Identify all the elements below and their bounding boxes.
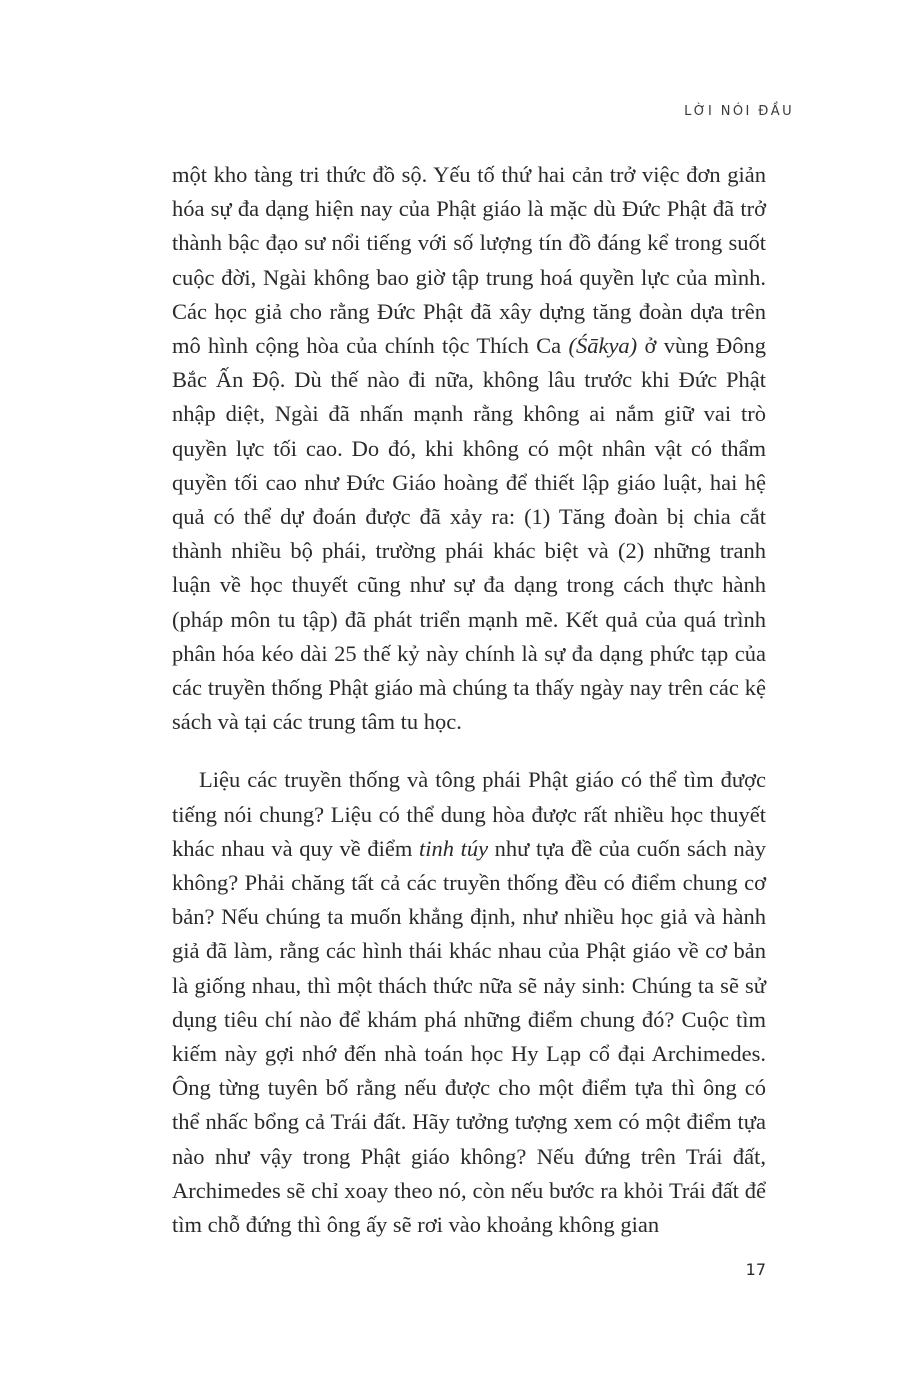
italic-term-tinh-tuy: tinh túy (418, 835, 489, 861)
paragraph-1 (172, 158, 766, 739)
paragraph-2-text-end: như tựa đề của cuốn sách này không? Phải chăng tất cả các truyền thống đều có điểm chung cơ bản? Nếu chúng ta muốn khẳng định, như nhiều học giả và hành giả đã làm, rằng các hình thái khác nhau của Phật giáo về cơ bản là giống nhau, thì một thách thức nữa sẽ nảy sinh: Chúng ta sẽ sử dụng tiêu chí nào để khám phá những điểm chung đó? Cuộc tìm kiếm này gợi nhớ đến nhà toán học Hy Lạp cổ đại Archimedes. Ông từng tuyên bố rằng nếu được cho một điểm tựa thì ông có thể nhấc bổng cả Trái đất. Hãy tưởng tượng xem có một điểm tựa nào như vậy trong Phật giáo không? Nếu đứng trên Trái đất, Archimedes sẽ chỉ xoay theo nó, còn nếu bước ra khỏi Trái đất để tìm chỗ đứng thì ông ấy sẽ rơi vào khoảng không gian (172, 835, 767, 1238)
paragraph-2 (172, 763, 766, 1242)
paragraph-1-text-end: ở vùng Đông Bắc Ấn Độ. Dù thế nào đi nữa, không lâu trước khi Đức Phật nhập diệt, Ngài đã nhấn mạnh rằng không ai nắm giữ vai trò quyền lực tối cao. Do đó, khi không có một nhân vật có thẩm quyền tối cao như Đức Giáo hoàng để thiết lập giáo luật, hai hệ quả có thể dự đoán được đã xảy ra: (1) Tăng đoàn bị chia cắt thành nhiều bộ phái, trường phái khác biệt và (2) những tranh luận về học thuyết cũng như sự đa dạng trong cách thực hành (pháp môn tu tập) đã phát triển mạnh mẽ. Kết quả của quá trình phân hóa kéo dài 25 thế kỷ này chính là sự đa dạng phức tạp của các truyền thống Phật giáo mà chúng ta thấy ngày nay trên các kệ sách và tại các trung tâm tu học. (172, 333, 766, 735)
body-text (172, 158, 766, 1242)
page-number: 17 (745, 1260, 766, 1279)
running-head: LỜI NÓI ĐẦU (684, 104, 794, 119)
paragraph-2-text-start: Liệu các truyền thống và tông phái Phật giáo có thể tìm được tiếng nói chung? Liệu có thể dung hòa được rất nhiều học thuyết khác nhau và quy về điểm (172, 767, 766, 861)
paragraph-1-text-start: một kho tàng tri thức đồ sộ. Yếu tố thứ hai cản trở việc đơn giản hóa sự đa dạng hiện nay của Phật giáo là mặc dù Đức Phật đã trở thành bậc đạo sư nổi tiếng với số lượng tín đồ đáng kể trong suốt cuộc đời, Ngài không bao giờ tập trung hoá quyền lực của mình. Các học giả cho rằng Đức Phật đã xây dựng tăng đoàn dựa trên mô hình cộng hòa của chính tộc Thích Ca (172, 162, 766, 359)
italic-term-sakya: (Śākya) (568, 333, 638, 359)
